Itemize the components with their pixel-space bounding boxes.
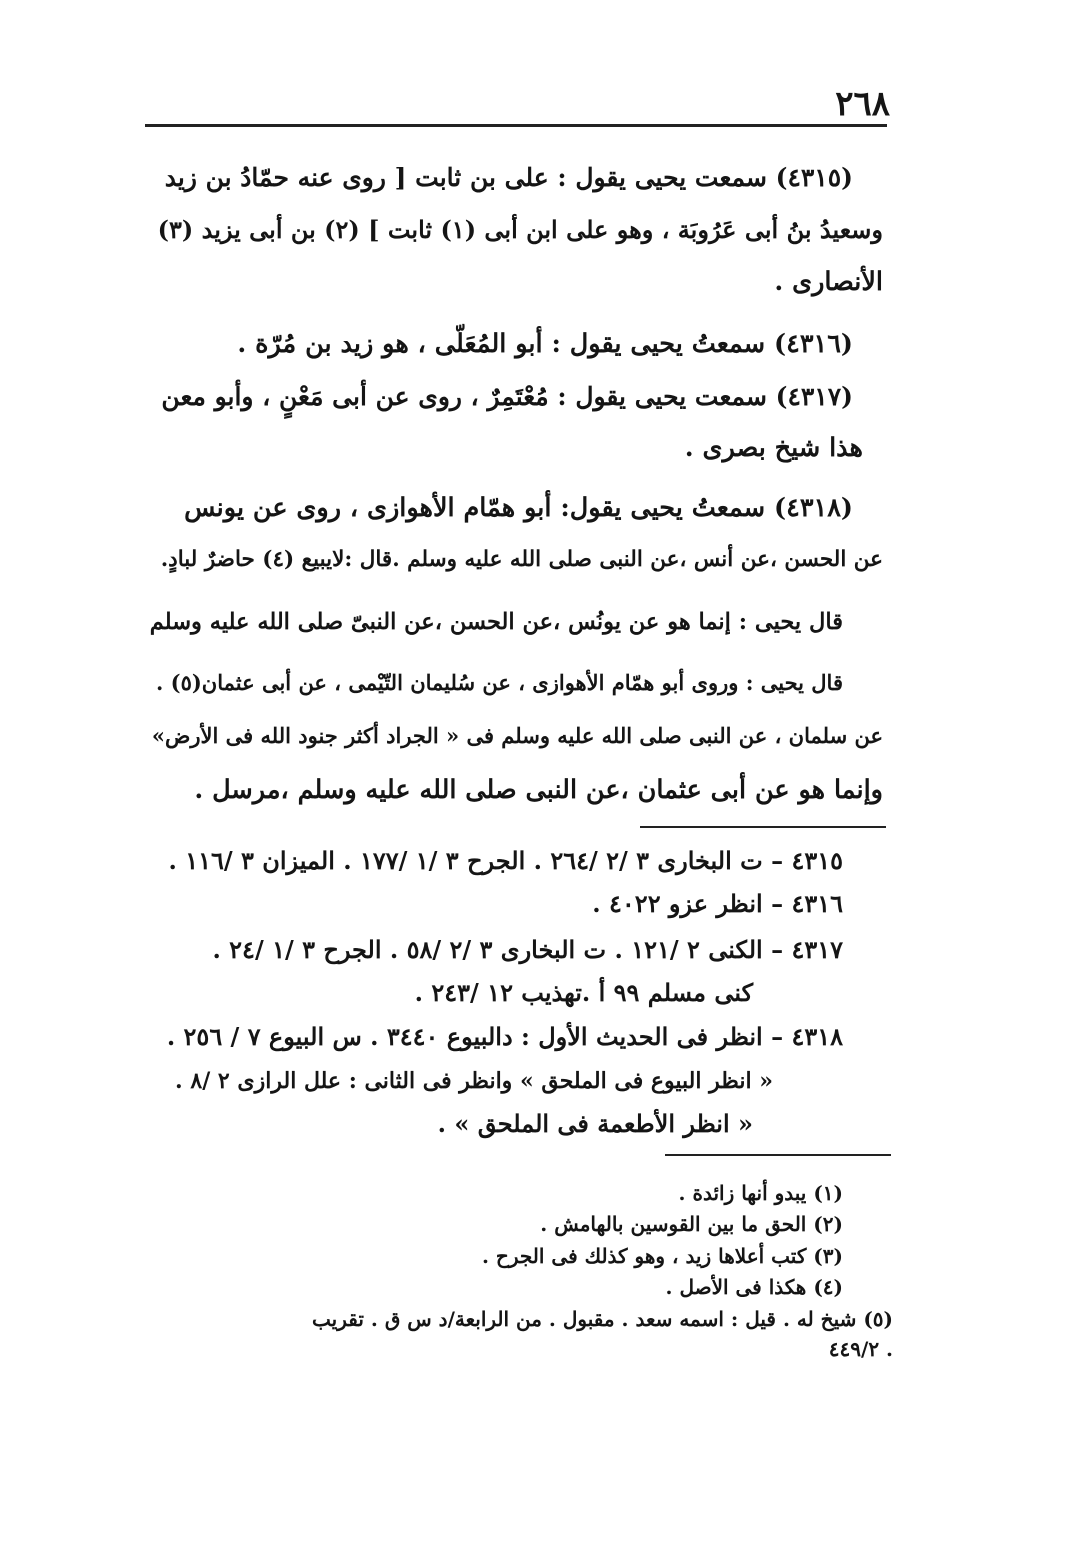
reference-line: « انظر الأطعمة فى الملحق » . (437, 1109, 753, 1138)
text-line: (٤٣١٧) سمعت يحيى يقول : مُعْتَمِرٌ ، روى عن أبى مَعْنٍ ، وأبو معن (161, 382, 853, 411)
footnote: . ٤٤٩/٢ (828, 1337, 893, 1361)
footnotes-rule (665, 1154, 891, 1156)
text-line: (٤٣١٥) سمعت يحيى يقول : على بن ثابت [ روى عنه حمّادُ بن زيد (164, 163, 853, 192)
text-line: (٤٣١٨) سمعتُ يحيى يقول: أبو همّام الأهوازى ، روى عن يونس (184, 493, 853, 523)
text-line: عن سلمان ، عن النبى صلى الله عليه وسلم فى « الجراد أكثر جنود الله فى الأرض» (151, 723, 883, 748)
text-line: (٤٣١٦) سمعتُ يحيى يقول : أبو المُعَلّى ، هو زيد بن مُرّة . (237, 329, 853, 359)
footnote: (٢) الحق ما بين القوسين بالهامش . (540, 1212, 843, 1236)
reference-line: ٤٣١٧ – الكنى ٢ /١٢١ . ت البخارى ٣ /٢ /٥٨ . الجرح ٣ /١ /٢٤ . (212, 935, 843, 964)
text-line: الأنصارى . (774, 267, 883, 297)
footnote: (٥) شيخ له . قيل : اسمه سعد . مقبول . من الرابعة/د س ق . تقريب (312, 1307, 893, 1331)
text-line: عن الحسن ،عن أنس ،عن النبى صلى الله عليه وسلم .قال :لايبيع (٤) حاضرٌ لبادٍ. (160, 547, 883, 572)
reference-line: كنى مسلم ٩٩ أ .تهذيب ١٢ /٢٤٣ . (414, 978, 753, 1007)
references-rule (640, 826, 886, 828)
text-line: وإنما هو عن أبى عثمان ،عن النبى صلى الله عليه وسلم ،مرسل . (194, 775, 883, 805)
header-rule (145, 124, 887, 127)
text-line: قال يحيى : وروى أبو همّام الأهوازى ، عن سُليمان التّيْمى ، عن أبى عثمان(٥) . (156, 670, 843, 695)
reference-line: ٤٣١٦ – انظر عزو ٤٠٢٢ . (592, 889, 843, 918)
reference-line: « انظر البيوع فى الملحق » وانظر فى الثانى : علل الرازى ٢ /٨ . (175, 1068, 773, 1094)
footnote: (١) يبدو أنها زائدة . (678, 1181, 843, 1205)
reference-line: ٤٣١٨ – انظر فى الحديث الأول : دالبيوع ٣٤٤٠ . س البيوع ٧ / ٢٥٦ . (166, 1022, 843, 1051)
footnote: (٤) هكذا فى الأصل . (665, 1275, 843, 1299)
text-line: وسعيدُ بنُ أبى عَرُوبَة ، وهو على ابن أبى (١) ثابت ] (٢) بن أبى يزيد (٣) (157, 215, 883, 244)
text-line: قال يحيى : إنما هو عن يونُس ،عن الحسن ،عن النبىّ صلى الله عليه وسلم (149, 609, 843, 635)
reference-line: ٤٣١٥ – ت البخارى ٣ /٢ /٢٦٤ . الجرح ٣ /١ /١٧٧ . الميزان ٣ /١١٦ . (168, 846, 843, 875)
page-number: ٢٦٨ (835, 84, 890, 124)
text-line: هذا شيخ بصرى . (684, 433, 863, 463)
footnote: (٣) كتب أعلاها زيد ، وهو كذلك فى الجرح . (482, 1244, 843, 1268)
